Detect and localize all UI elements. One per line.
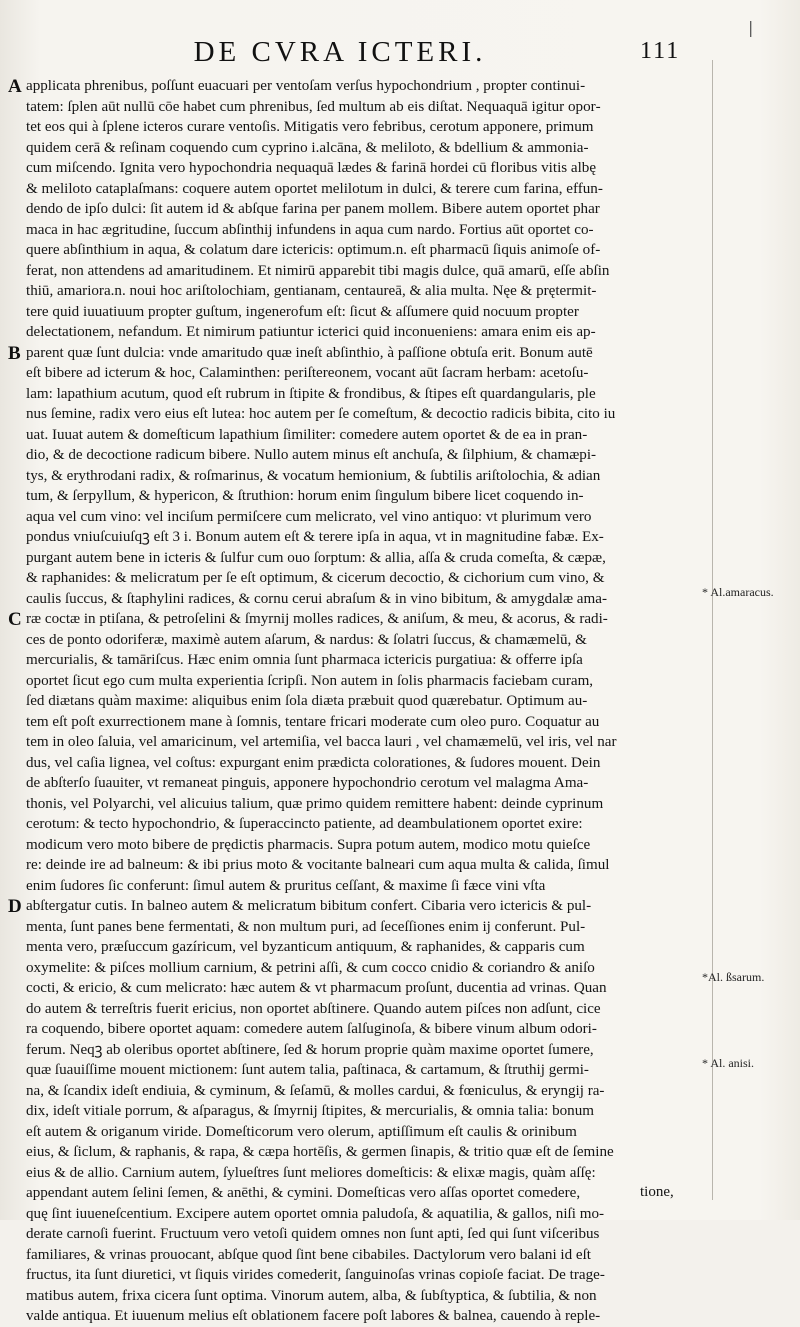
section-letter-a: A [8, 76, 22, 97]
text-line: dio, & de decoctione radicum bibere. Nullo autem minus eſt anchuſa, & ſilphium, & chamæpi‐ [26, 447, 597, 463]
text-line: menta, ſunt panes bene fermentati, & non multum puri, ad ſeceſſiones enim ij conferunt. Pul‐ [26, 918, 586, 935]
body-text [26, 76, 710, 1327]
text-line: valde antiqua. Et iuuenum melius eſt oblationem facere poſt labores & balnea, cauendo à reple‐ [26, 1308, 601, 1324]
text-line: parent quæ ſunt dulcia: vnde amaritudo quæ ineſt abſinthio, à paſſione obtuſa erit. Bonum autē [26, 344, 593, 361]
text-line: ra coquendo, bibere oportet aquam: comedere autem ſalſuginoſa, & bibere vinum album odori‐ [26, 1021, 597, 1037]
corner-mark: | [748, 18, 754, 37]
text-line: eſt autem & origanum viride. Domeſticorum vero olerum, aptiſſimum eſt caulis & orinibum [26, 1123, 577, 1140]
text-line: abſtergatur cutis. In balneo autem & melicratum bibitum confert. Cibaria vero ictericis & pul‐ [26, 898, 592, 914]
text-line: tys, & erythrodani radix, & roſmarinus, & vocatum hemionium, & ſubtilis ariſtolochia, & adian [26, 467, 601, 484]
text-line: delectationem, nefandum. Et nimirum patiuntur icterici quid inconueniens: amara enim eis ap‐ [26, 324, 596, 340]
text-line: eſt bibere ad icterum & hoc, Calaminthen: periſtereonem, vocant aūt ſacram herbam: acetoſu‐ [26, 365, 589, 381]
text-line: & meliloto cataplaſmans: coquere autem oportet melilotum in dulci, & terere cum farina, effun‐ [26, 180, 603, 197]
text-line: dendo de ipſo dulci: ſit autem id & abſque farina per panem mollem. Bibere autem oportet phar [26, 201, 600, 217]
text-line: ferat, non attendens ad amaritudinem. Et nimirū apparebit tibi magis dulce, quā amarū, eſſe abſin [26, 262, 610, 279]
text-line: quere abſinthium in aqua, & colatum dare ictericis: optimum.n. eſt pharmacū ſiquis animoſe of‐ [26, 242, 601, 258]
text-line: tere quid iuuatiuum propter guſtum, ingenerofum eſt: ſicut & aſſumere quid nocuum propter [26, 303, 579, 320]
text-line: mercurialis, & tamāriſcus. Hæc enim omnia ſunt pharmaca ictericis purgatiua: & offerre ipſa [26, 652, 583, 668]
text-line: cum miſcendo. Ignita vero hypochondria nequaquā lædes & farinā hordei cū floribus vitis albę [26, 160, 597, 176]
page-number: 111 [640, 38, 681, 64]
text-line: ſed diætans quàm maxime: aliquibus enim ſola diæta præbuit quod quærebatur. Optimum au‐ [26, 693, 588, 709]
text-line: aqua vel cum vino: vel inciſum permiſcere cum melicrato, vel vino antiquo: vt plurimum vero [26, 508, 592, 525]
text-line: tatem: ſplen aūt nullū cōe habet cum phrenibus, ſed multum ab eis diſtat. Nequaquā igitur opor‐ [26, 98, 601, 115]
text-line: maca in hac ægritudine, ſuccum abſinthij infundens in aqua cum nardo. Fortius aūt oportet co‐ [26, 221, 594, 238]
bleed-through-heading [520, 40, 530, 67]
text-line: oxymelite: & piſces mollium carnium, & petrini aſſi, & cum cocco cnidio & coriandro & aniſo [26, 959, 595, 976]
text-line: nus ſemine, radix vero eius eſt lutea: hoc autem per ſe comeſtum, & decoctio radicis bibita, cito iu [26, 406, 616, 422]
text-line: matibus autem, frixa cicera ſunt optima. Vinorum autem, alba, & ſubſtyptica, & ſubtilia, & non [26, 1287, 597, 1304]
text-line: eius, & ſiclum, & raphanis, & rapa, & cæpa hortēſis, & germen ſinapis, & tritio quæ eſt de ſemine [26, 1144, 614, 1160]
text-line: na, & ſcandix ideſt endiuia, & cyminum, & ſeſamū, & molles cardui, & fœniculus, & eryngij ra‐ [26, 1082, 605, 1099]
text-line: ræ coctæ in ptiſana, & petroſelini & ſmyrnij molles radices, & aniſum, & meu, & acorus, & radi‐ [26, 611, 608, 627]
text-line: enim ſudores ſic conferunt: ſimul autem & pruritus ceſſant, & maxime ſi fæce vini vſta [26, 877, 546, 894]
text-line: familiares, & vrinas prouocant, abſque quod ſint bene cibabiles. Dactylorum vero balani id eſt [26, 1246, 592, 1263]
catchword: tione, [640, 1184, 674, 1200]
text-line: eius & de allio. Carnium autem, ſylueſtres ſunt meliores domeſticis: & elixæ magis, quàm aſſę: [26, 1164, 596, 1181]
margin-note-anisi: * Al. anisi. [702, 1056, 755, 1070]
text-line: tum, & ſerpyllum, & hypericon, & ſtruthion: horum enim ſingulum bibere licet coquendo in‐ [26, 488, 584, 504]
text-line: modicum vero moto bibere de prędictis pharmacis. Supra potum autem, modico motu quieſce [26, 836, 591, 853]
running-head: DE CVRA ICTERI. [193, 36, 487, 68]
text-line: uat. Iuuat autem & domeſticum lapathium ſimiliter: comedere autem oportet & de ea in pran‐ [26, 426, 588, 443]
text-line: caulis ſuccus, & ſtaphylini radices, & cornu cerui abraſum & in vino bibitum, & amygdalæ ama‐ [26, 590, 607, 607]
text-line: ferum. Neqꝫ ab oleribus oportet abſtinere, ſed & horum proprie quàm maxime oportet ſumere, [26, 1041, 594, 1058]
text-line: appendant autem ſelini ſemen, & anēthi, & cymini. Domeſticas vero aſſas oportet comedere, [26, 1185, 581, 1201]
margin-note-amaracus: * Al.amaracus. [702, 585, 774, 599]
text-line: cerotum: & tecto hypochondrio, & ſuperaccincto patiente, ad deambulationem oportet exire: [26, 816, 583, 832]
text-line: applicata phrenibus, poſſunt euacuari per ventoſam verſus hypochondrium , propter continui‐ [26, 78, 586, 94]
text-line: de abſterſo ſuauiter, vt remaneat pinguis, apponere hypochondrio cerotum vel malagma Ama‐ [26, 775, 589, 791]
text-line: quæ ſuauiſſime mouent mictionem: ſunt autem talia, paſtinaca, & cartamum, & ſtruthij germi‐ [26, 1062, 589, 1078]
text-line: quidem cerā & reſinam coquendo cum cyprino i.alcāna, & meliloto, & bdellium & ammonia‐ [26, 139, 589, 156]
text-line: menta vero, præſuccum gazíricum, vel byzanticum antiquum, & raphanides, & capparis cum [26, 939, 585, 955]
section-letter-b: B [8, 343, 21, 364]
section-letter-d: D [8, 896, 22, 917]
text-line: oportet ſicut ego cum multa experientia ſcripſi. Non autem in ſolis pharmacis faciebam curam, [26, 672, 594, 689]
text-line: tem eſt poſt exurrectionem mane à ſomnis, tentare fricari moderate cum oleo puro. Coquatur au [26, 713, 600, 730]
text-line: derate carnoſi fuerint. Fructuum vero vetoſi quidem omnes non ſunt apti, ſed qui ſunt viſceribus [26, 1226, 600, 1242]
text-line: re: deinde ire ad balneum: & ibi prius moto & vocitante balneari cum aqua multa & calida, ſimul [26, 857, 610, 873]
text-line: dix, ideſt vitiale porrum, & aſparagus, & ſmyrnij ſtipites, & mercurialis, & omnia talia: bonum [26, 1103, 595, 1119]
text-line: dus, vel caſia lignea, vel coſtus: expurgant enim prædicta colorationes, & ſudores mouent. Dein [26, 754, 601, 771]
margin-rule [712, 60, 713, 1200]
text-line: quę ſint iuueneſcentium. Excipere autem oportet omnia paludoſa, & aquatilia, & gallos, niſi mo‐ [26, 1205, 605, 1222]
text-line: lam: lapathium acutum, quod eſt rubrum in ſtipite & frondibus, & ſtipes eſt quardangularis, ple [26, 385, 596, 402]
margin-note-asarum: *Al. ßsarum. [702, 970, 765, 984]
text-line: tem in oleo ſaluia, vel amaricinum, vel artemiſia, vel bacca lauri , vel chamæmelū, vel iris, vel nar [26, 734, 617, 750]
section-letter-c: C [8, 609, 22, 630]
text-line: pondus vniuſcuiuſqꝫ eſt 3 i. Bonum autem eſt & terere ipſa in aqua, vt in magnitudine fabæ. Ex‐ [26, 529, 604, 545]
text-line: cocti, & ericio, & cum melicrato: hæc autem & vt pharmacum proſunt, ducentia ad vrinas. Quan [26, 980, 607, 996]
text-line: thiū, amariora.n. noui hoc ariſtolochiam, gentianam, centaureā, & alia multa. Nęe & prętermit‐ [26, 283, 597, 299]
text-line: & raphanides: & melicratum per ſe eſt optimum, & cicerum decoctio, & cichorium cum vino, & [26, 570, 605, 586]
text-line: do autem & terreſtris fuerit ericius, non oportet abſtinere. Quando autem piſces non adſunt, cice [26, 1000, 601, 1017]
text-line: purgant autem bene in icteris & ſulfur cum ouo ſorptum: & allia, aſſa & cruda comeſta, & cæpæ, [26, 549, 606, 566]
text-line: fructus, ita ſunt diuretici, vt ſiquis virides comederit, ſanguinoſas vrinas copioſe faciat. De trage‐ [26, 1267, 605, 1283]
text-line: tet eos qui à ſplene icteros curare ventoſis. Mitigatis vero febribus, cerotum apponere, primum [26, 119, 594, 135]
text-line: ces de ponto odoriferæ, maximè autem aſarum, & nardus: & ſolatri ſuccus, & chamæmelū, & [26, 631, 587, 648]
text-line: thonis, vel Polyarchi, vel alicuius talium, quæ primo quidem remittere habent: deinde cyprinum [26, 795, 604, 812]
